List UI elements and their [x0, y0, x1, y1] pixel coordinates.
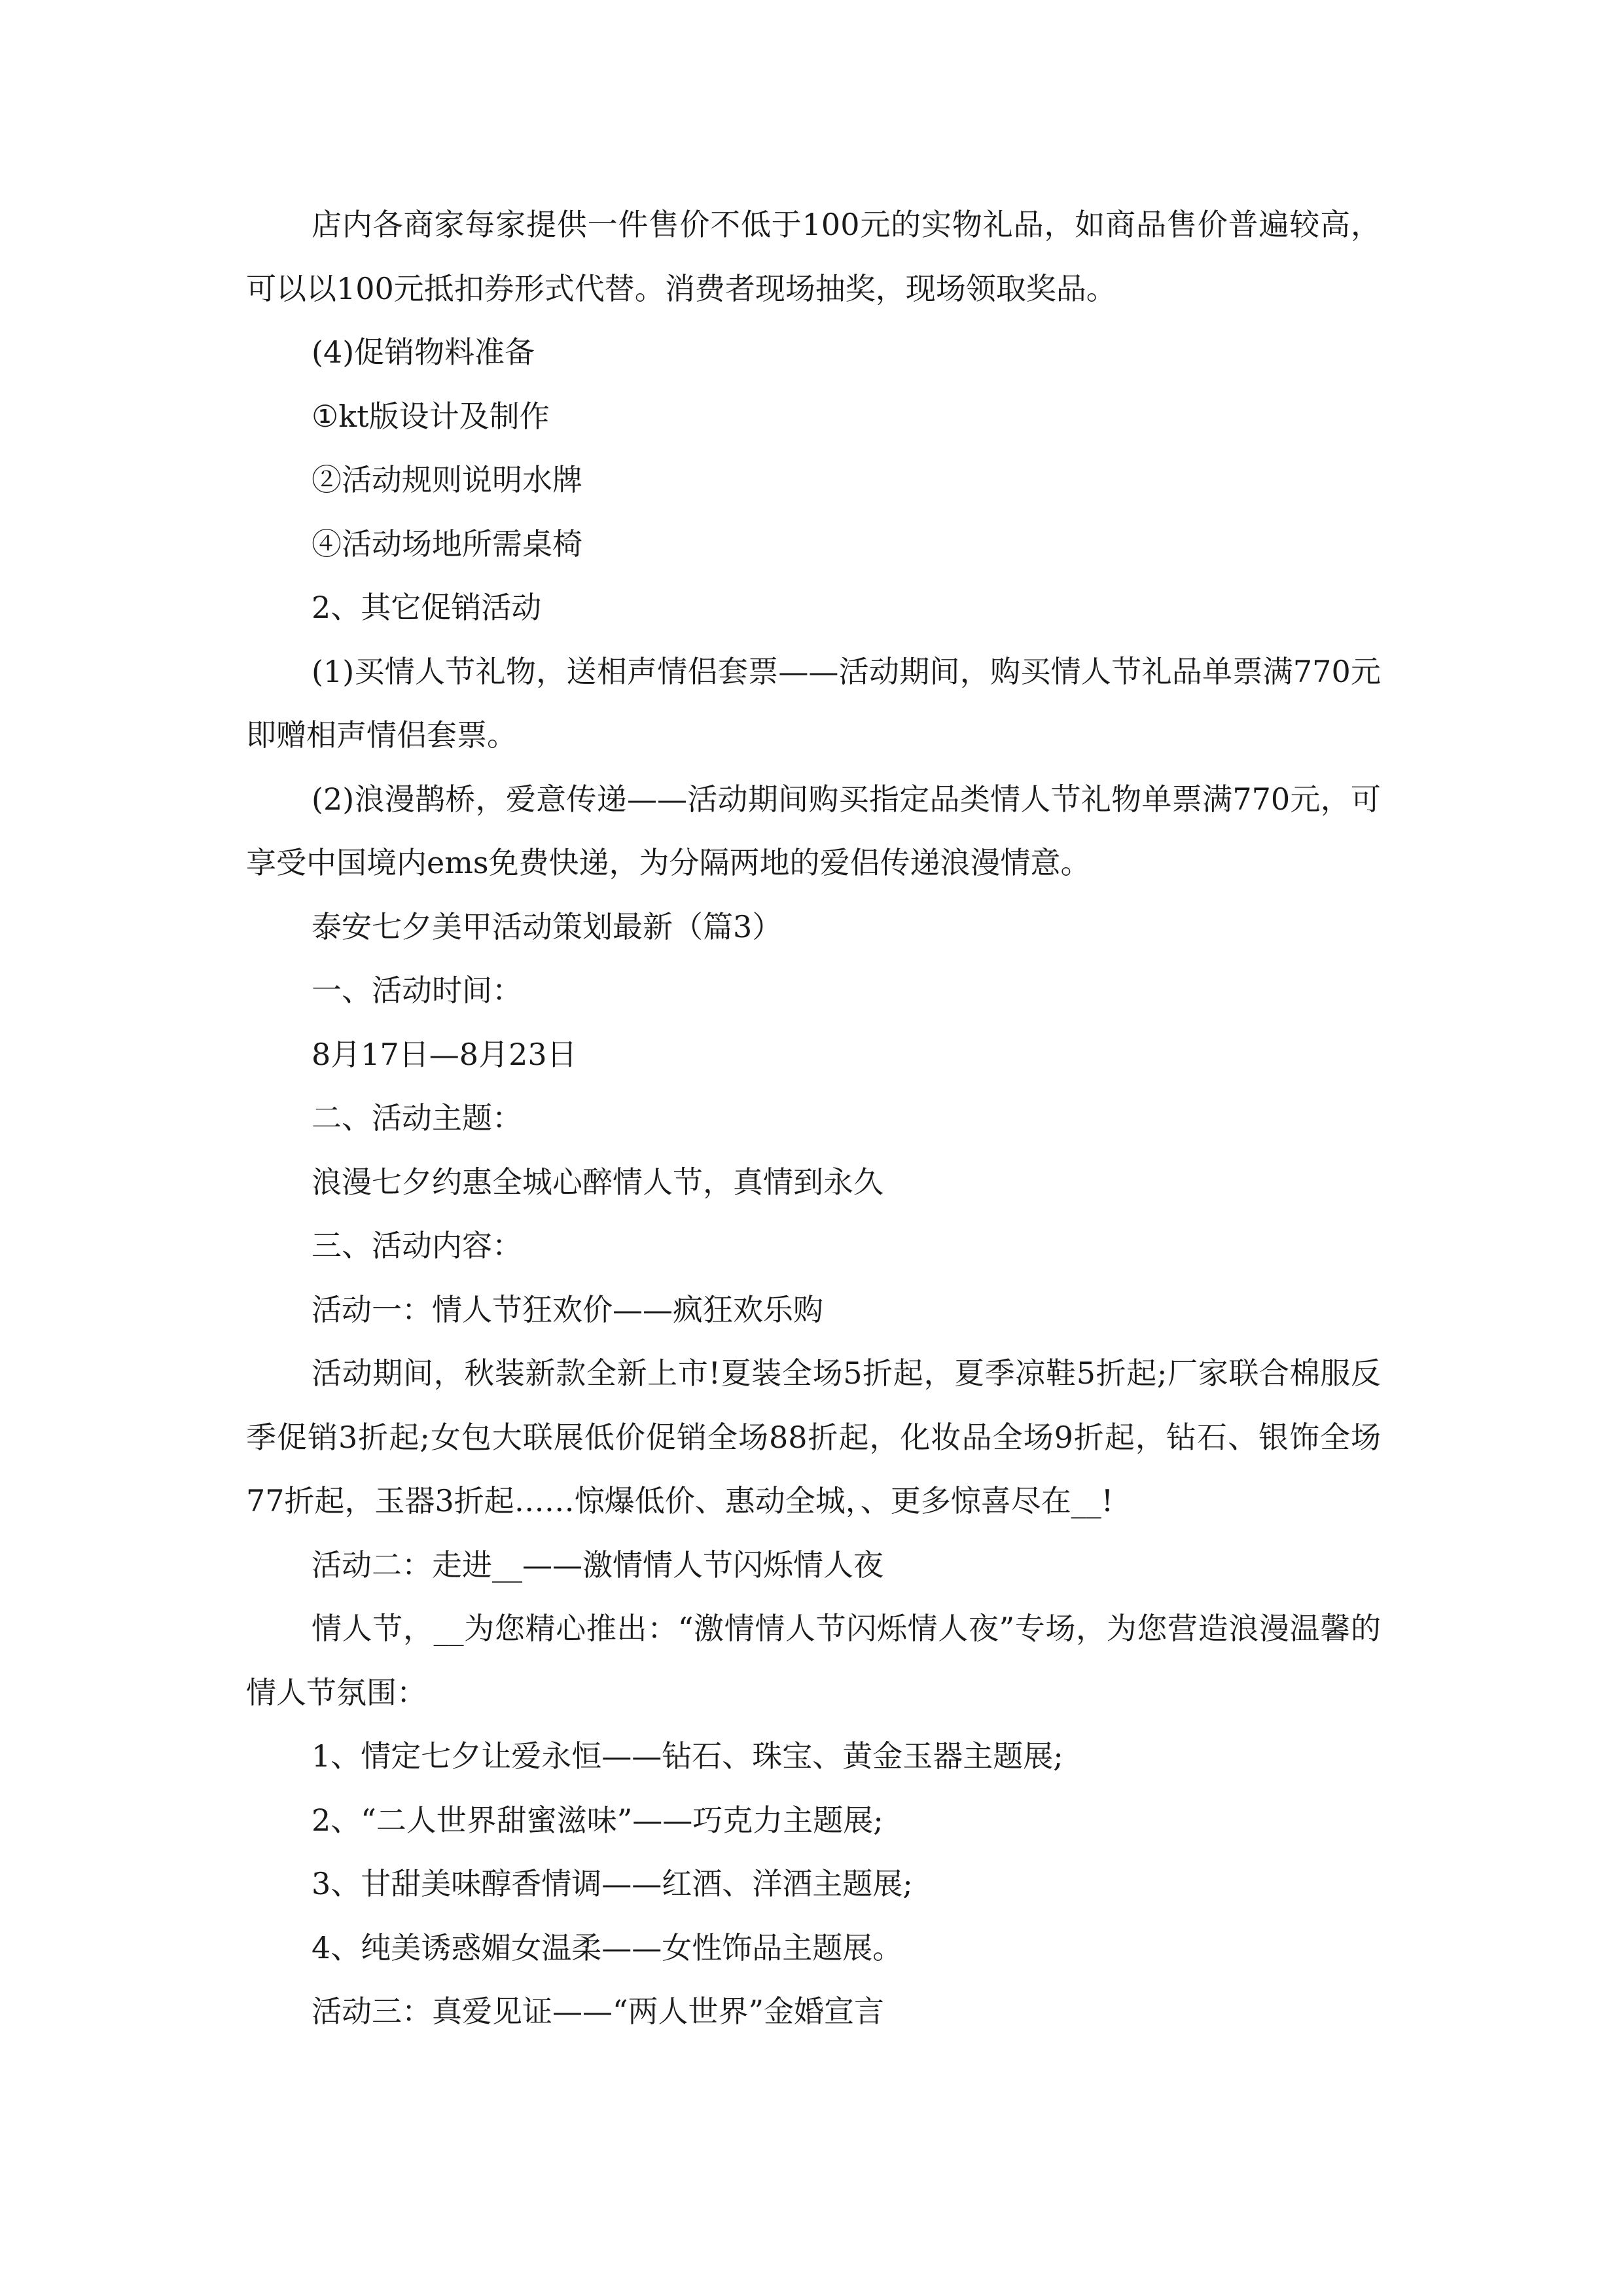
paragraph: 2、其它促销活动 [312, 590, 542, 625]
paragraph: (2)浪漫鹊桥，爱意传递——活动期间购买指定品类情人节礼物单票满770元，可享受中国境内ems免费快递，为分隔两地的爱侣传递浪漫情意。 [246, 781, 1381, 880]
paragraph: 4、纯美诱惑媚女温柔——女性饰品主题展。 [312, 1929, 903, 1965]
paragraph: ②活动规则说明水牌 [312, 462, 582, 497]
heading: 一、活动时间： [312, 973, 522, 1008]
paragraph: 活动三：真爱见证——“两人世界”金婚宣言 [312, 1994, 885, 2029]
paragraph: 活动一：情人节狂欢价——疯狂欢乐购 [312, 1291, 823, 1327]
paragraph: 浪漫七夕约惠全城心醉情人节，真情到永久 [312, 1164, 883, 1200]
paragraph: (4)促销物料准备 [312, 334, 535, 370]
paragraph: 1、情定七夕让爱永恒——钻石、珠宝、黄金玉器主题展; [312, 1738, 1063, 1774]
heading: 二、活动主题： [312, 1100, 522, 1136]
document-body [246, 193, 1381, 2044]
paragraph: (1)买情人节礼物，送相声情侣套票——活动期间，购买情人节礼品单票满770元即赠相声情侣套票。 [246, 653, 1381, 753]
paragraph: 情人节，__为您精心推出：“激情情人节闪烁情人夜”专场，为您营造浪漫温馨的情人节氛围： [246, 1611, 1381, 1710]
paragraph: 活动期间，秋装新款全新上市!夏装全场5折起，夏季凉鞋5折起;厂家联合棉服反季促销3折起;女包大联展低价促销全场88折起，化妆品全场9折起，钻石、银饰全场77折起，玉器3折起……惊爆低价、惠动全城，、更多惊喜尽在__! [246, 1355, 1381, 1518]
paragraph: 3、甘甜美味醇香情调——红酒、洋酒主题展; [312, 1866, 913, 1901]
heading: 三、活动内容： [312, 1228, 522, 1263]
paragraph: ④活动场地所需桌椅 [312, 526, 582, 562]
paragraph: 8月17日—8月23日 [312, 1036, 577, 1072]
paragraph: 2、“二人世界甜蜜滋味”——巧克力主题展; [312, 1802, 883, 1838]
paragraph: 店内各商家每家提供一件售价不低于100元的实物礼品，如商品售价普遍较高，可以以100元抵扣券形式代替。消费者现场抽奖，现场领取奖品。 [246, 207, 1381, 306]
section-title: 泰安七夕美甲活动策划最新（篇3） [312, 908, 783, 944]
paragraph: 活动二：走进__——激情情人节闪烁情人夜 [312, 1547, 883, 1583]
paragraph: ①kt版设计及制作 [312, 398, 550, 434]
